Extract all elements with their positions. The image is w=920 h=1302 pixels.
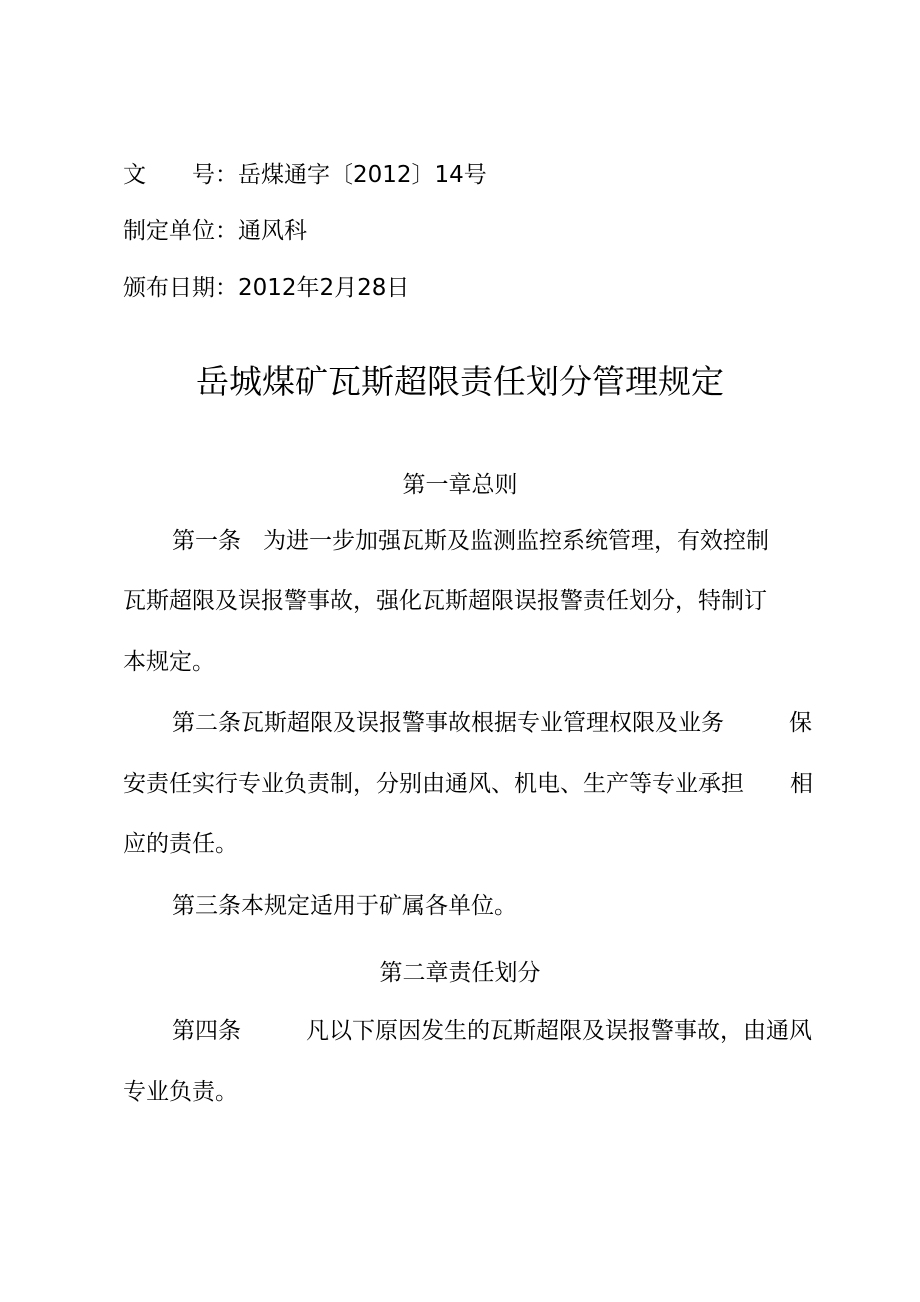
- article-2-text-2a: 安责任实行专业负责制，分别由通风、机电、生产等专业承担: [123, 771, 744, 797]
- issue-date-line: [123, 273, 409, 303]
- issue-date-value: ：2012年2月28日: [215, 275, 410, 301]
- article-4-line-2: 专业负责。: [123, 1079, 238, 1105]
- article-2-line-3: 应的责任。: [123, 831, 238, 857]
- article-4-text-1: 凡以下原因发生的瓦斯超限及误报警事故，由通风: [306, 1018, 812, 1044]
- chapter-1-heading: 第一章总则: [402, 472, 518, 498]
- article-1-line-3: 本规定。: [123, 649, 215, 675]
- doc-number-line: [123, 160, 487, 190]
- document-title: 岳城煤矿瓦斯超限责任划分管理规定: [196, 362, 724, 401]
- article-3-line: 第三条本规定适用于矿属各单位。: [172, 893, 517, 919]
- issuing-unit-line: [123, 216, 307, 246]
- article-1-line-1: [172, 526, 812, 556]
- article-2-line-2: [123, 769, 813, 799]
- article-1-line-2: 瓦斯超限及误报警事故，强化瓦斯超限误报警责任划分，特制订: [123, 588, 767, 614]
- issue-date-key: 颁布日期: [123, 275, 215, 301]
- doc-number-key: [123, 160, 215, 190]
- doc-number-key-b: 号: [192, 162, 215, 188]
- doc-number-key-a: 文: [123, 162, 146, 188]
- issuing-unit-value: ：通风科: [215, 218, 307, 244]
- article-1-text-1: 为进一步加强瓦斯及监测监控系统管理，有效控制: [263, 528, 769, 554]
- article-4-line-1: [172, 1016, 812, 1046]
- article-2-line-1: [172, 708, 812, 738]
- article-4-label: 第四条: [172, 1018, 241, 1044]
- article-2-text-1b: 保: [789, 710, 812, 736]
- chapter-2-heading: 第二章责任划分: [379, 960, 541, 986]
- article-1-label: 第一条: [172, 528, 241, 554]
- article-2-text-2b: 相: [790, 771, 813, 797]
- article-2-text-1a: 第二条瓦斯超限及误报警事故根据专业管理权限及业务: [172, 710, 724, 736]
- issuing-unit-key: 制定单位: [123, 218, 215, 244]
- doc-number-value: ：岳煤通字〔2012〕14号: [215, 162, 487, 188]
